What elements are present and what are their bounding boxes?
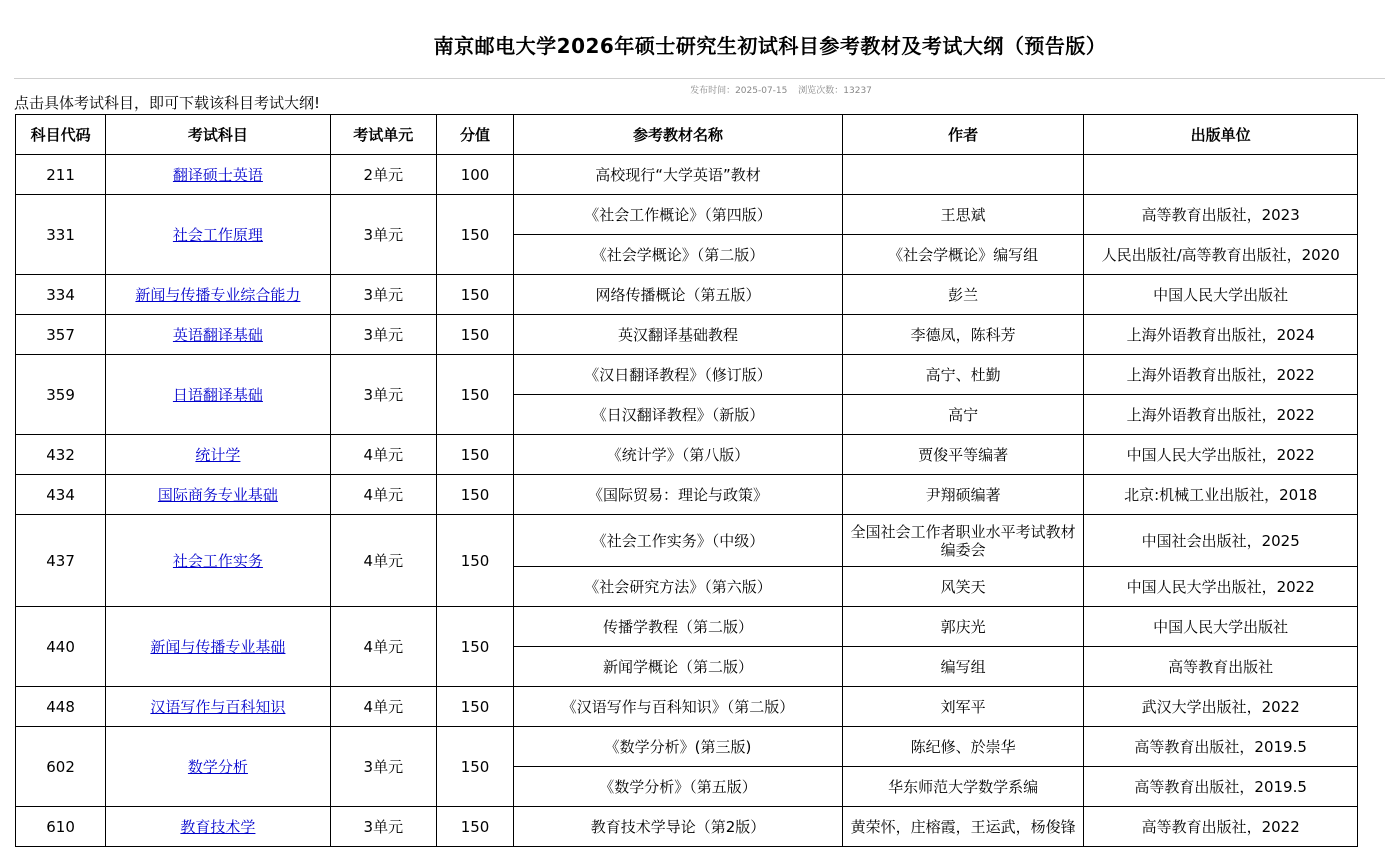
table-row — [16, 727, 1358, 767]
header-publisher: 出版单位 — [1084, 115, 1358, 155]
book-author-cell: 刘军平 — [842, 687, 1084, 727]
book-publisher-cell: 高等教育出版社，2022 — [1084, 807, 1358, 847]
subject-name-cell — [106, 155, 331, 195]
exam-unit-cell: 4单元 — [330, 515, 436, 607]
exam-unit-cell: 4单元 — [330, 435, 436, 475]
subject-name-cell — [106, 355, 331, 435]
subject-code-cell: 334 — [16, 275, 106, 315]
score-cell: 100 — [436, 155, 513, 195]
exam-unit-cell: 3单元 — [330, 275, 436, 315]
subject-code-cell: 331 — [16, 195, 106, 275]
book-author-cell: 李德凤，陈科芳 — [842, 315, 1084, 355]
subject-syllabus-link[interactable]: 社会工作实务 — [172, 551, 263, 570]
view-count-info — [798, 86, 872, 96]
score-cell: 150 — [436, 687, 513, 727]
book-publisher-cell: 武汉大学出版社，2022 — [1084, 687, 1358, 727]
book-author-cell: 全国社会工作者职业水平考试教材编委会 — [842, 515, 1084, 567]
publish-label: 发布时间： — [690, 86, 736, 96]
page-title: 南京邮电大学2026年硕士研究生初试科目参考教材及考试大纲（预告版） — [433, 34, 1107, 58]
publish-date-info — [690, 86, 787, 96]
subject-syllabus-link[interactable]: 国际商务专业基础 — [157, 485, 278, 504]
subject-code-cell: 359 — [16, 355, 106, 435]
subject-code-cell: 434 — [16, 475, 106, 515]
book-title-cell: 英汉翻译基础教程 — [514, 315, 843, 355]
subject-syllabus-link[interactable]: 社会工作原理 — [172, 225, 263, 244]
subject-syllabus-link[interactable]: 日语翻译基础 — [172, 385, 263, 404]
score-cell: 150 — [436, 315, 513, 355]
book-author-cell: 郭庆光 — [842, 607, 1084, 647]
exam-unit-cell: 3单元 — [330, 355, 436, 435]
subject-syllabus-link[interactable]: 统计学 — [195, 445, 241, 464]
table-row — [16, 195, 1358, 235]
book-publisher-cell: 高等教育出版社，2023 — [1084, 195, 1358, 235]
book-author-cell: 贾俊平等编著 — [842, 435, 1084, 475]
score-cell: 150 — [436, 807, 513, 847]
subject-name-cell — [106, 195, 331, 275]
exam-unit-cell: 4单元 — [330, 687, 436, 727]
subject-syllabus-link[interactable]: 翻译硕士英语 — [172, 165, 263, 184]
book-publisher-cell: 中国人民大学出版社，2022 — [1084, 435, 1358, 475]
book-author-cell: 编写组 — [842, 647, 1084, 687]
subject-code-cell: 440 — [16, 607, 106, 687]
book-title-cell: 《社会工作实务》（中级） — [514, 515, 843, 567]
table-row — [16, 607, 1358, 647]
subject-code-cell: 211 — [16, 155, 106, 195]
header-book: 参考教材名称 — [514, 115, 843, 155]
table-row — [16, 687, 1358, 727]
book-title-cell: 教育技术学导论（第2版） — [514, 807, 843, 847]
subject-name-cell — [106, 275, 331, 315]
book-title-cell: 《数学分析》(第三版) — [514, 727, 843, 767]
book-author-cell: 彭兰 — [842, 275, 1084, 315]
book-title-cell: 《汉语写作与百科知识》（第二版） — [514, 687, 843, 727]
book-publisher-cell: 高等教育出版社，2019.5 — [1084, 767, 1358, 807]
book-publisher-cell: 上海外语教育出版社，2022 — [1084, 355, 1358, 395]
book-author-cell: 陈纪修、於崇华 — [842, 727, 1084, 767]
view-count: 13237 — [843, 86, 872, 96]
header-unit: 考试单元 — [330, 115, 436, 155]
book-author-cell: 高宁、杜勤 — [842, 355, 1084, 395]
views-label: 浏览次数： — [798, 86, 844, 96]
book-title-cell: 《日汉翻译教程》（新版） — [514, 395, 843, 435]
subjects-table — [15, 114, 1358, 847]
book-publisher-cell: 中国社会出版社，2025 — [1084, 515, 1358, 567]
book-title-cell: 网络传播概论（第五版） — [514, 275, 843, 315]
title-divider — [14, 78, 1385, 79]
subject-syllabus-link[interactable]: 教育技术学 — [180, 817, 256, 836]
book-publisher-cell: 中国人民大学出版社 — [1084, 275, 1358, 315]
score-cell: 150 — [436, 515, 513, 607]
book-title-cell: 高校现行“大学英语”教材 — [514, 155, 843, 195]
subject-name-cell — [106, 435, 331, 475]
table-row — [16, 807, 1358, 847]
book-title-cell: 《统计学》（第八版） — [514, 435, 843, 475]
score-cell: 150 — [436, 727, 513, 807]
score-cell: 150 — [436, 607, 513, 687]
book-title-cell: 《国际贸易：理论与政策》 — [514, 475, 843, 515]
book-publisher-cell: 上海外语教育出版社，2024 — [1084, 315, 1358, 355]
subject-name-cell — [106, 687, 331, 727]
header-score: 分值 — [436, 115, 513, 155]
book-publisher-cell: 北京:机械工业出版社，2018 — [1084, 475, 1358, 515]
book-publisher-cell: 中国人民大学出版社，2022 — [1084, 567, 1358, 607]
book-title-cell: 《汉日翻译教程》（修订版） — [514, 355, 843, 395]
exam-unit-cell: 4单元 — [330, 607, 436, 687]
book-publisher-cell — [1084, 155, 1358, 195]
book-title-cell: 传播学教程（第二版） — [514, 607, 843, 647]
exam-unit-cell: 3单元 — [330, 807, 436, 847]
table-row — [16, 435, 1358, 475]
book-publisher-cell: 人民出版社/高等教育出版社，2020 — [1084, 235, 1358, 275]
book-author-cell: 华东师范大学数学系编 — [842, 767, 1084, 807]
book-title-cell: 《数学分析》（第五版） — [514, 767, 843, 807]
book-title-cell: 新闻学概论（第二版） — [514, 647, 843, 687]
subject-code-cell: 357 — [16, 315, 106, 355]
subject-syllabus-link[interactable]: 新闻与传播专业综合能力 — [135, 285, 301, 304]
header-code: 科目代码 — [16, 115, 106, 155]
subject-code-cell: 448 — [16, 687, 106, 727]
subject-code-cell: 432 — [16, 435, 106, 475]
score-cell: 150 — [436, 475, 513, 515]
table-row — [16, 515, 1358, 567]
publish-date: 2025-07-15 — [735, 86, 788, 96]
book-author-cell — [842, 155, 1084, 195]
book-author-cell: 尹翔硕编著 — [842, 475, 1084, 515]
table-row — [16, 155, 1358, 195]
table-row — [16, 355, 1358, 395]
subject-syllabus-link[interactable]: 新闻与传播专业基础 — [150, 637, 286, 656]
exam-unit-cell: 4单元 — [330, 475, 436, 515]
book-publisher-cell: 高等教育出版社，2019.5 — [1084, 727, 1358, 767]
book-author-cell: 王思斌 — [842, 195, 1084, 235]
subject-name-cell — [106, 515, 331, 607]
book-author-cell: 风笑天 — [842, 567, 1084, 607]
subject-syllabus-link[interactable]: 汉语写作与百科知识 — [150, 697, 286, 716]
subject-syllabus-link[interactable]: 英语翻译基础 — [172, 325, 263, 344]
book-title-cell: 《社会学概论》（第二版） — [514, 235, 843, 275]
exam-unit-cell: 3单元 — [330, 195, 436, 275]
table-row — [16, 475, 1358, 515]
header-author: 作者 — [842, 115, 1084, 155]
subject-name-cell — [106, 315, 331, 355]
exam-unit-cell: 2单元 — [330, 155, 436, 195]
score-cell: 150 — [436, 275, 513, 315]
score-cell: 150 — [436, 435, 513, 475]
table-header-row — [16, 115, 1358, 155]
header-subject: 考试科目 — [106, 115, 331, 155]
subject-syllabus-link[interactable]: 数学分析 — [187, 757, 248, 776]
subject-name-cell — [106, 727, 331, 807]
table-row — [16, 315, 1358, 355]
subject-code-cell: 610 — [16, 807, 106, 847]
exam-unit-cell: 3单元 — [330, 727, 436, 807]
score-cell: 150 — [436, 195, 513, 275]
subject-name-cell — [106, 607, 331, 687]
subject-code-cell: 437 — [16, 515, 106, 607]
book-author-cell: 黄荣怀，庄榕霞，王运武，杨俊锋 — [842, 807, 1084, 847]
score-cell: 150 — [436, 355, 513, 435]
book-publisher-cell: 高等教育出版社 — [1084, 647, 1358, 687]
subject-name-cell — [106, 807, 331, 847]
book-publisher-cell: 中国人民大学出版社 — [1084, 607, 1358, 647]
subject-name-cell — [106, 475, 331, 515]
subject-code-cell: 602 — [16, 727, 106, 807]
table-row — [16, 275, 1358, 315]
book-author-cell: 高宁 — [842, 395, 1084, 435]
book-title-cell: 《社会工作概论》（第四版） — [514, 195, 843, 235]
exam-unit-cell: 3单元 — [330, 315, 436, 355]
book-publisher-cell: 上海外语教育出版社，2022 — [1084, 395, 1358, 435]
book-author-cell: 《社会学概论》编写组 — [842, 235, 1084, 275]
download-hint: 点击具体考试科目，即可下载该科目考试大纲! — [14, 94, 321, 112]
book-title-cell: 《社会研究方法》（第六版） — [514, 567, 843, 607]
